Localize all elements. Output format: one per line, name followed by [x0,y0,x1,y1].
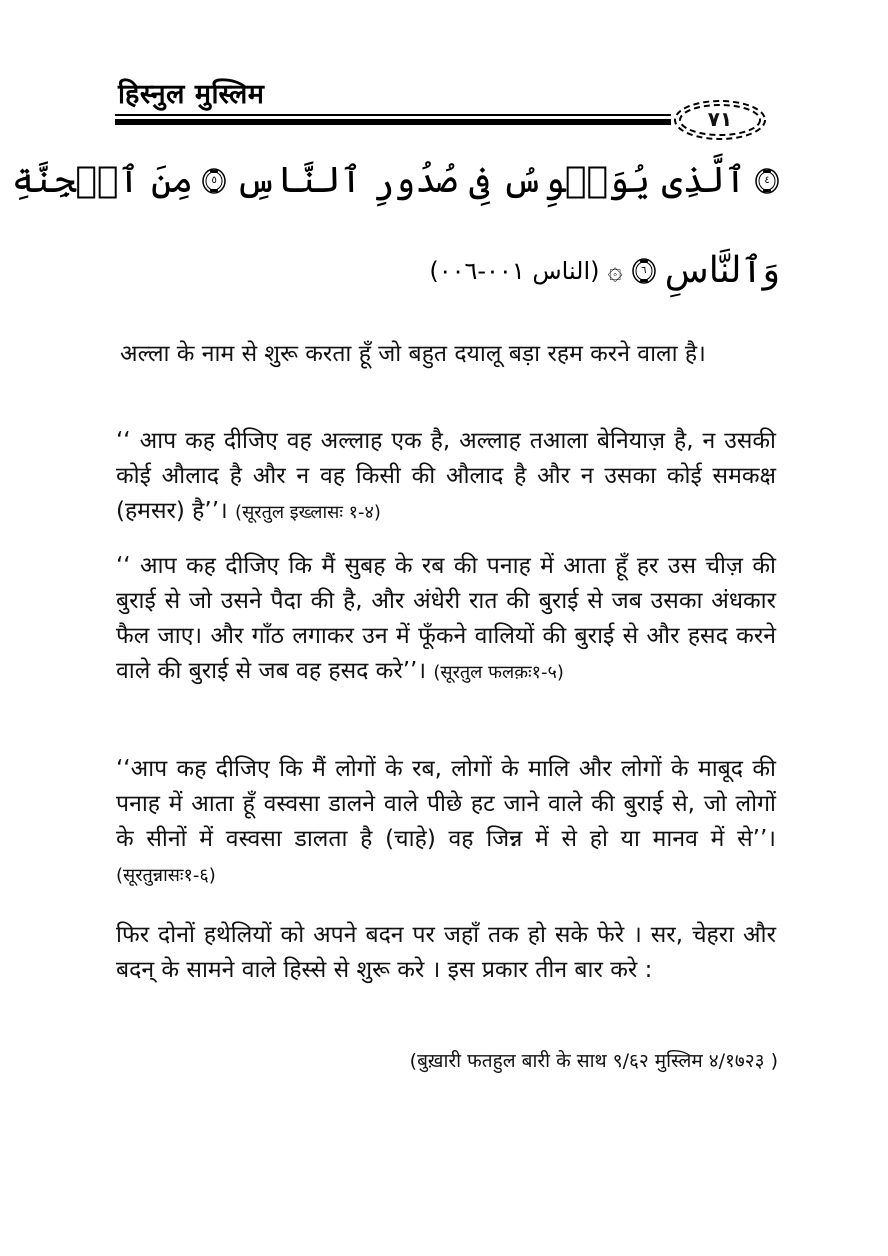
page-number: ٧١ [707,107,733,131]
ayah-end-marker-icon [201,167,227,195]
paragraph-surah-nas [116,752,776,893]
surah-citation: (सूरतुल फलक़ः१-५) [433,662,564,683]
paragraph-text: फिर दोनों हथेलियों को अपने बदन पर जहाँ तक हो सके फेरे । सर, चेहरा और बदन् के सामने वाले हिस्से से शुरू करे । इस प्रकार तीन बार करे : [116,922,776,983]
arabic-verse-text: وَٱلنَّاسِ [664,250,780,291]
paragraph-surah-falaq [116,549,776,690]
arabic-verse-text: ٱلَّذِى يُوَسۡوِسُ فِى صُدُورِ ٱلنَّاسِ [235,160,746,201]
paragraph-surah-ikhlas [116,424,776,530]
paragraph-instruction [116,918,776,988]
surah-reference: (الناس ٠٠١-٠٠٦) [429,256,600,285]
paragraph-text: ‘‘आप कह दीजिए कि मैं लोगों के रब, लोगों के मालि और लोगों के माबूद की पनाह में आता हूँ वस्वसा डालने वाले पीछे हट जाने वाले की बुराई से, जो लोगों के सीनों में वस्वसा डालता है (चाहे) वह जिन्न में से हो या मानव में से’’। [116,756,776,852]
arabic-verse-text: مِنَ ٱلۡجِنَّةِ [11,160,194,201]
ayah-number: ٤ [764,174,770,186]
header-rule-thin [115,114,671,116]
ayah-number: ٦ [641,264,647,276]
surah-citation: (सूरतुन्नासः१-६) [116,865,216,886]
running-title: हिस्नुल मुस्लिम [118,79,265,110]
page-number-badge [670,97,770,143]
quran-closing-bracket-icon: ۞ [607,255,623,286]
ayah-number: ٥ [211,174,217,186]
ayah-end-marker-icon [631,257,657,285]
ayah-end-marker-icon [754,167,780,195]
paragraph-text: ‘‘ आप कह दीजिए वह अल्लाह एक है, अल्लाह तआला बेनियाज़ है, न उसकी कोई औलाद है और न वह किसी की औलाद है और न उसका कोई समकक्ष (हमसर) है’’। [116,428,776,524]
arabic-verse-line-2 [429,250,780,291]
paragraph-text: ‘‘ आप कह दीजिए कि मैं सुबह के रब की पनाह में आता हूँ हर उस चीज़ की बुराई से जो उसने पैदा की है, और अंधेरी रात की बुराई से जब उसका अंधकार फैल जाए। और गाँठ लगाकर उन में फूँकने वालियों की बुराई से और हसद करने वाले की बुराई से जब वह हसद करे’’। [116,553,776,684]
hadith-source-reference: (बुख़ारी फतहुल बारी के साथ ९/६२ मुस्लिम ४/१७२३ ) [409,1050,778,1072]
paragraph-text: अल्ला के नाम से शुरू करता हूँ जो बहुत दयालू बड़ा रहम करने वाला है। [120,341,706,367]
arabic-verse-line-1 [12,160,780,201]
header-rule-thick [115,119,671,125]
surah-citation: (सूरतुल इख्लासः १-४) [235,502,381,523]
paragraph-basmala-translation [116,337,776,372]
